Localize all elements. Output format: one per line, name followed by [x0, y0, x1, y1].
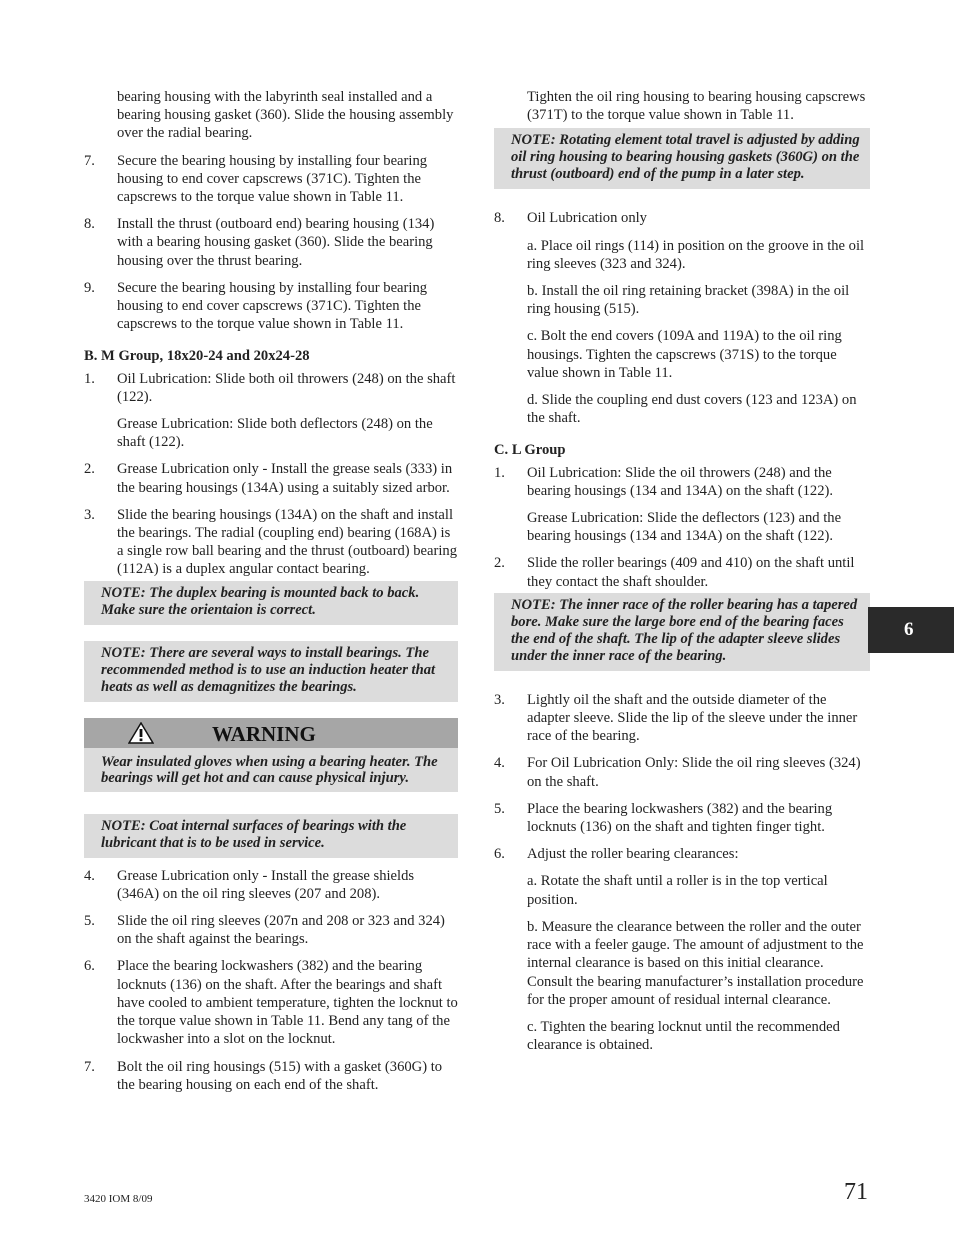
- step-number: 4.: [84, 867, 95, 884]
- step-item: [494, 754, 870, 790]
- step-sub-paragraph: a. Place oil rings (114) in position on the groove in the oil ring sleeves (323 and 324).: [527, 237, 865, 272]
- step-item: [84, 506, 458, 579]
- step-number: 7.: [84, 1058, 95, 1075]
- step-text: Oil Lubrication only: [527, 210, 647, 227]
- step-text: Lightly oil the shaft and the outside diameter of the adapter sleeve. Slide the lip of the sleeve under the inner race of the bearing.: [527, 691, 858, 745]
- note-box: NOTE: There are several ways to install bearings. The recommended method is to use an induction heater that heats as well as demagnitizes the bearings.: [84, 641, 458, 702]
- step-number: 4.: [494, 755, 505, 772]
- step-number: 7.: [84, 152, 95, 169]
- step-text: Oil Lubrication: Slide the oil throwers (248) and the bearing housings (134 and 134A) on the shaft (122).: [527, 464, 834, 499]
- step-item: [84, 370, 458, 406]
- step-number: 9.: [84, 279, 95, 296]
- step-item: [84, 215, 458, 270]
- step-number: 1.: [84, 370, 95, 387]
- step-sub-paragraph: c. Bolt the end covers (109A and 119A) to the oil ring housings. Tighten the capscrews (371S) to the torque value shown in Table 11.: [527, 328, 842, 381]
- note-box: NOTE: Rotating element total travel is adjusted by adding oil ring housing to bearing housing gaskets (360G) on the thrust (outboard) end of the pump in a later step.: [494, 128, 870, 189]
- step-text: Place the bearing lockwashers (382) and the bearing locknuts (136) on the shaft and tighten finger tight.: [527, 800, 833, 836]
- step-text: Slide the oil ring sleeves (207n and 208 or 323 and 324) on the shaft against the bearings.: [117, 913, 445, 948]
- step-number: 5.: [84, 913, 95, 930]
- section-tab: [868, 607, 954, 653]
- note-box: NOTE: The duplex bearing is mounted back to back. Make sure the orientaion is correct.: [84, 581, 458, 625]
- step-text: Adjust the roller bearing clearances:: [527, 846, 739, 863]
- step-number: 2.: [84, 461, 95, 478]
- note-box: NOTE: The inner race of the roller bearing has a tapered bore. Make sure the large bore end of the bearing faces the end of the shaft. The lip of the adapter sleeve slides under the inner race of the bearing.: [494, 593, 870, 671]
- warning-triangle-icon: [128, 722, 154, 749]
- step-item: [84, 1058, 458, 1094]
- step-item: [84, 867, 458, 903]
- step-text: Place the bearing lockwashers (382) and the bearing locknuts (136) on the shaft. After the bearings and shaft have cooled to ambient temperature, tighten the locknut to the torque value shown in Table 11. Bend any tang of the lockwasher into a slot on the locknut.: [117, 958, 458, 1048]
- step-sub-paragraph: b. Measure the clearance between the roller and the outer race with a feeler gauge. The amount of adjustment to the internal clearance is based on this initial clearance. Consult the bearing manufacturer’s installation procedure for the proper amount of residual internal clearance.: [527, 918, 864, 1008]
- step-item: [494, 845, 870, 863]
- section-heading-b: B. M Group, 18x20-24 and 20x24-28: [84, 348, 310, 365]
- step-text: Secure the bearing housing by installing four bearing housing to end cover capscrews (371C). Tighten the capscrews to the torque value shown in Table 11.: [117, 279, 428, 333]
- step-number: 6.: [494, 846, 505, 863]
- section-heading-c: C. L Group: [494, 442, 566, 459]
- step-item: [84, 279, 458, 334]
- step-number: 3.: [84, 506, 95, 523]
- step-list-b: [84, 867, 458, 1094]
- step-text: Bolt the oil ring housings (515) with a gasket (360G) to the bearing housing on each end of the shaft.: [117, 1058, 443, 1093]
- step-text: For Oil Lubrication Only: Slide the oil ring sleeves (324) on the shaft.: [527, 755, 861, 790]
- step-item: [494, 800, 870, 836]
- step-number: 8.: [494, 210, 505, 227]
- document-id: 3420 IOM 8/09: [84, 1193, 153, 1205]
- step-item: [84, 152, 458, 207]
- step-item: [84, 460, 458, 496]
- step-number: 3.: [494, 691, 505, 708]
- step-number: 1.: [494, 464, 505, 481]
- step-text: Slide the bearing housings (134A) on the shaft and install the bearings. The radial (coupling end) bearing (168A) is a single row ball bearing and the thrust (outboard) bearing (112A) is a duplex angular contact bearing.: [117, 506, 458, 578]
- step-text: Oil Lubrication: Slide both oil throwers (248) on the shaft (122).: [117, 370, 456, 405]
- step-item: [84, 912, 458, 948]
- step-text: Install the thrust (outboard end) bearing housing (134) with a bearing housing gasket (360). Slide the bearing housing over the thrust bearing.: [117, 216, 435, 269]
- page-number: 71: [844, 1179, 868, 1205]
- step-number: 5.: [494, 800, 505, 817]
- left-column: [84, 88, 458, 1103]
- right-column: [494, 88, 870, 1063]
- warning-text: Wear insulated gloves when using a bearing heater. The bearings will get hot and can cause physical injury.: [84, 748, 458, 792]
- step-sub-paragraph: b. Install the oil ring retaining bracket (398A) in the oil ring housing (515).: [527, 283, 850, 318]
- warning-box: [84, 718, 458, 792]
- step-number: 8.: [84, 216, 95, 233]
- step-sub-paragraph: a. Rotate the shaft until a roller is in the top vertical position.: [527, 873, 828, 908]
- step-text: Slide the roller bearings (409 and 410) on the shaft until they contact the shaft shoulder.: [527, 555, 855, 590]
- continued-paragraph: Tighten the oil ring housing to bearing housing capscrews (371T) to the torque value shown in Table 11.: [527, 89, 866, 124]
- continued-paragraph: bearing housing with the labyrinth seal installed and a bearing housing gasket (360). Slide the housing assembly over the radial bearing.: [117, 89, 454, 142]
- note-box: NOTE: Coat internal surfaces of bearings with the lubricant that is to be used in service.: [84, 814, 458, 858]
- warning-label: WARNING: [212, 721, 316, 746]
- step-item: [494, 209, 870, 227]
- step-sub-paragraph: Grease Lubrication: Slide the deflectors (123) and the bearing housings (134 and 134A) on the shaft (122).: [527, 510, 842, 545]
- step-item: [494, 464, 870, 500]
- step-sub-paragraph: Grease Lubrication: Slide both deflectors (248) on the shaft (122).: [117, 416, 433, 451]
- step-text: Secure the bearing housing by installing four bearing housing to end cover capscrews (371C). Tighten the capscrews to the torque value shown in Table 11.: [117, 152, 428, 206]
- step-sub-paragraph: d. Slide the coupling end dust covers (123 and 123A) on the shaft.: [527, 392, 857, 427]
- step-list-a: [84, 152, 458, 334]
- step-text: Grease Lubrication only - Install the grease shields (346A) on the oil ring sleeves (207 and 208).: [117, 867, 415, 902]
- step-number: 2.: [494, 555, 505, 572]
- step-item: [494, 554, 870, 590]
- warning-header: [84, 718, 458, 748]
- section-tab-label: 6: [904, 619, 914, 640]
- step-text: Grease Lubrication only - Install the grease seals (333) in the bearing housings (134A) using a suitably sized arbor.: [117, 461, 453, 496]
- step-item: [494, 691, 870, 746]
- step-sub-paragraph: c. Tighten the bearing locknut until the recommended clearance is obtained.: [527, 1018, 840, 1054]
- step-number: 6.: [84, 958, 95, 975]
- step-item: [84, 957, 458, 1048]
